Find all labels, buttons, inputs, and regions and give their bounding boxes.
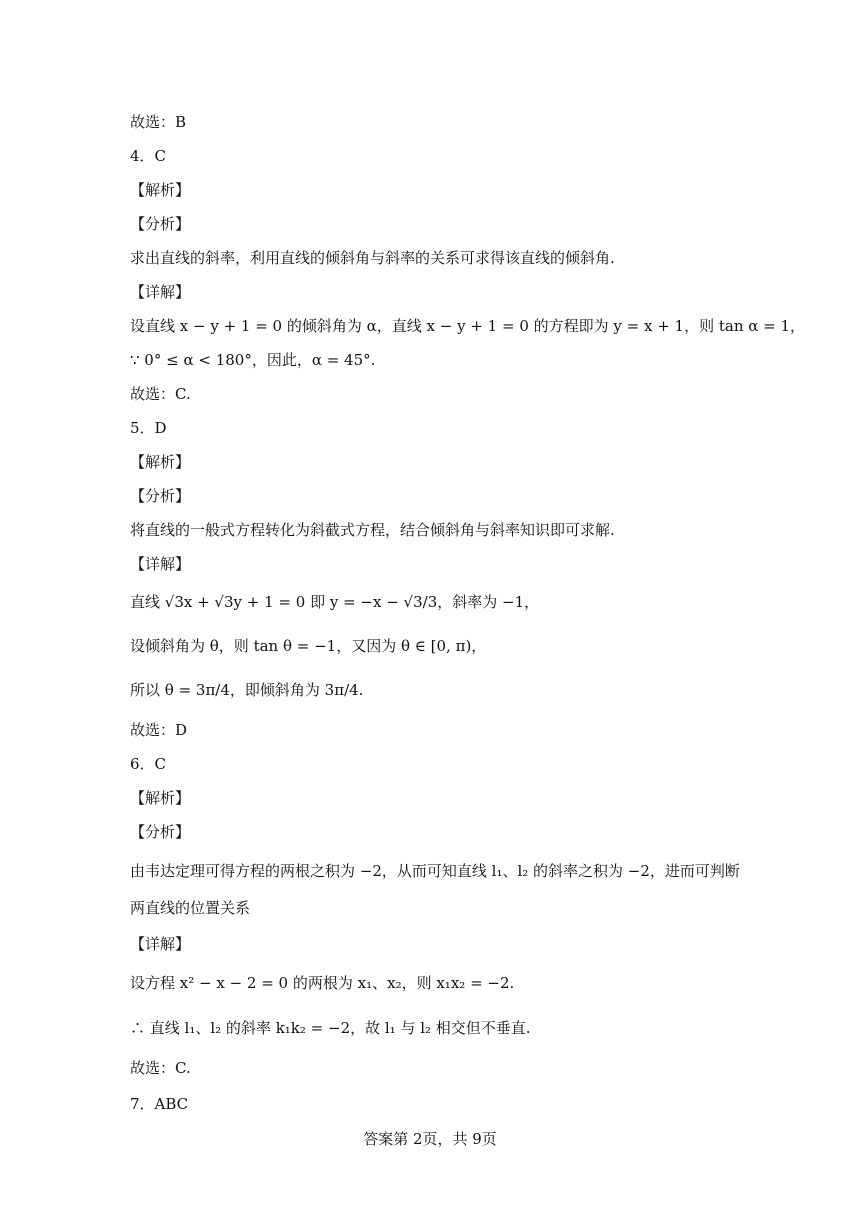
text-line: ∵ 0° ≤ α < 180°，因此，α = 45°. xyxy=(130,351,376,369)
section-heading: 【分析】 xyxy=(130,487,191,505)
text-line: 求出直线的斜率，利用直线的倾斜角与斜率的关系可求得该直线的倾斜角. xyxy=(130,249,615,267)
section-heading: 【详解】 xyxy=(130,555,191,573)
question-number: 7．ABC xyxy=(130,1095,189,1113)
text-line: 设倾斜角为 θ，则 tan θ = −1，又因为 θ ∈ [0, π)， xyxy=(130,637,487,655)
text-line: ∴ 直线 l₁、l₂ 的斜率 k₁k₂ = −2，故 l₁ 与 l₂ 相交但不垂直. xyxy=(130,1019,531,1037)
section-heading: 【解析】 xyxy=(130,181,191,199)
text-line: 所以 θ = 3π/4，即倾斜角为 3π/4. xyxy=(130,681,364,699)
answer-line: 故选：D xyxy=(130,721,188,739)
answer-line: 故选：B xyxy=(130,113,187,131)
section-heading: 【解析】 xyxy=(130,789,191,807)
section-heading: 【分析】 xyxy=(130,215,191,233)
question-number: 4．C xyxy=(130,147,167,165)
text-line: 由韦达定理可得方程的两根之积为 −2，从而可知直线 l₁、l₂ 的斜率之积为 −2，进而可判断 xyxy=(130,862,740,880)
text-line: 设方程 x² − x − 2 = 0 的两根为 x₁、x₂，则 x₁x₂ = −2. xyxy=(130,974,515,992)
section-heading: 【分析】 xyxy=(130,823,191,841)
text-line: 设直线 x − y + 1 = 0 的倾斜角为 α，直线 x − y + 1 = 0 的方程即为 y = x + 1，则 tan α = 1， xyxy=(130,317,806,335)
answer-line: 故选：C. xyxy=(130,385,191,403)
section-heading: 【详解】 xyxy=(130,283,191,301)
section-heading: 【解析】 xyxy=(130,453,191,471)
question-number: 5．D xyxy=(130,419,167,437)
answer-line: 故选：C. xyxy=(130,1059,191,1077)
section-heading: 【详解】 xyxy=(130,935,191,953)
text-line: 将直线的一般式方程转化为斜截式方程，结合倾斜角与斜率知识即可求解. xyxy=(130,521,615,539)
page-footer: 答案第 2页，共 9页 xyxy=(363,1130,497,1148)
text-line: 两直线的位置关系 xyxy=(130,899,251,917)
text-line: 直线 √3x + √3y + 1 = 0 即 y = −x − √3/3，斜率为 −1， xyxy=(130,593,540,611)
question-number: 6．C xyxy=(130,755,167,773)
